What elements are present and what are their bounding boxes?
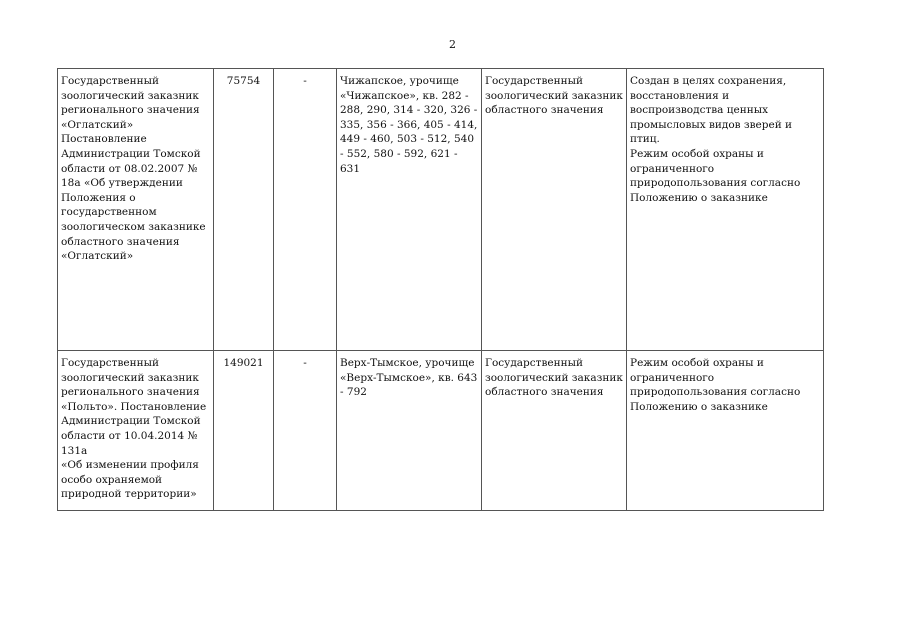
cell-line: восстановления и: [630, 89, 730, 102]
cell-line: области от 08.02.2007 №: [61, 162, 198, 175]
cell-line: 18а «Об утверждении: [61, 177, 183, 190]
dash-cell: -: [274, 69, 337, 351]
area-cell: 149021: [214, 351, 274, 511]
cell-line: «Польто». Постановление: [61, 400, 207, 413]
cell-line: 335, 356 - 366, 405 - 414,: [340, 118, 478, 131]
cell-line: Создан в целях сохранения,: [630, 75, 787, 87]
cell-line: Государственный: [61, 75, 159, 87]
cell-line: ограниченного: [630, 371, 715, 384]
cell-line: регионального значения: [61, 104, 200, 117]
cell-line: Положения о: [61, 191, 136, 204]
cell-line: областного значения: [485, 386, 604, 399]
cell-line: областного значения: [485, 104, 604, 117]
cell-line: - 552, 580 - 592, 621 -: [340, 147, 458, 160]
cell-line: «Об изменении профиля: [61, 459, 199, 472]
table-row: [58, 351, 824, 511]
cell-line: Государственный: [61, 357, 159, 369]
cell-line: областного значения: [61, 235, 180, 248]
cell-line: Чижапское, урочище: [340, 75, 459, 87]
cell-line: зоологическом заказнике: [61, 220, 206, 233]
category-cell: [482, 351, 627, 511]
cell-line: «Оглатский»: [61, 250, 134, 263]
location-cell: [337, 351, 482, 511]
location-cell: [337, 69, 482, 351]
cell-line: 449 - 460, 503 - 512, 540: [340, 133, 475, 146]
cell-line: Администрации Томской: [61, 415, 201, 428]
cell-line: зоологический заказник: [61, 89, 199, 102]
cell-line: особо охраняемой: [61, 473, 163, 486]
cell-line: Государственный: [485, 75, 583, 87]
purpose-cell: [627, 351, 824, 511]
cell-line: «Оглатский»: [61, 118, 134, 131]
cell-line: регионального значения: [61, 386, 200, 399]
cell-line: Постановление: [61, 133, 147, 146]
page-number: 2: [449, 38, 456, 51]
cell-line: Положению о заказнике: [630, 400, 768, 413]
cell-line: зоологический заказник: [485, 371, 623, 384]
area-cell: 75754: [214, 69, 274, 351]
cell-line: государственном: [61, 206, 157, 219]
cell-line: «Чижапское», кв. 282 -: [340, 89, 469, 102]
category-cell: [482, 69, 627, 351]
cell-line: «Верх-Тымское», кв. 643: [340, 371, 478, 384]
cell-line: зоологический заказник: [485, 89, 623, 102]
purpose-cell: [627, 69, 824, 351]
reserve-name-cell: [58, 69, 214, 351]
cell-line: Верх-Тымское, урочище: [340, 357, 475, 369]
cell-line: воспроизводства ценных: [630, 104, 769, 117]
cell-line: Администрации Томской: [61, 147, 201, 160]
cell-line: природопользования согласно: [630, 386, 801, 399]
cell-line: ограниченного: [630, 162, 715, 175]
table-row: [58, 69, 824, 351]
dash-cell: -: [274, 351, 337, 511]
protected-areas-table: [57, 68, 824, 511]
cell-line: 131а: [61, 444, 88, 457]
cell-line: Государственный: [485, 357, 583, 369]
cell-line: Положению о заказнике: [630, 191, 768, 204]
cell-line: 631: [340, 162, 361, 175]
cell-line: Режим особой охраны и: [630, 357, 764, 369]
cell-line: природной территории»: [61, 488, 197, 501]
cell-line: природопользования согласно: [630, 177, 801, 190]
cell-line: промысловых видов зверей и: [630, 118, 793, 131]
cell-line: - 792: [340, 386, 367, 399]
cell-line: Режим особой охраны и: [630, 147, 764, 160]
reserve-name-cell: [58, 351, 214, 511]
cell-line: 288, 290, 314 - 320, 326 -: [340, 104, 478, 117]
cell-line: птиц.: [630, 133, 660, 146]
cell-line: зоологический заказник: [61, 371, 199, 384]
cell-line: области от 10.04.2014 №: [61, 429, 198, 442]
